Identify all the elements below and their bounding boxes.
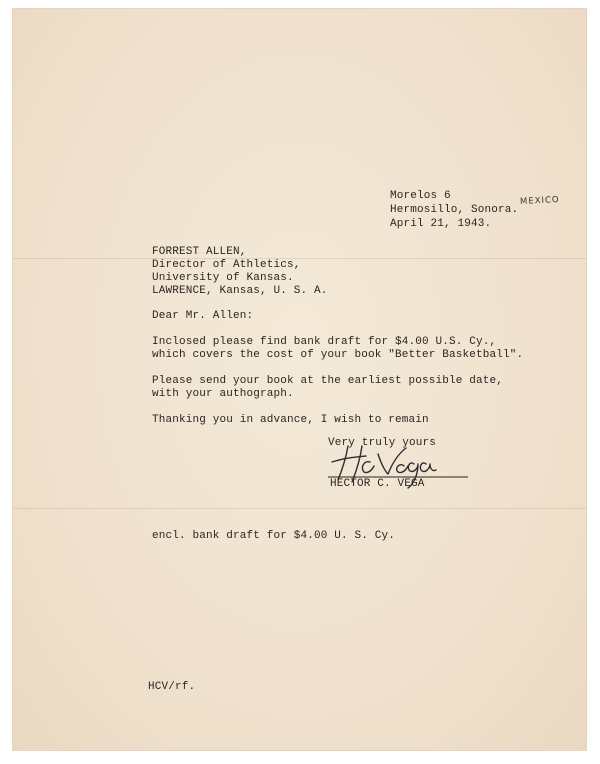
enclosure-note: encl. bank draft for $4.00 U. S. Cy.	[152, 530, 396, 542]
recipient-location: LAWRENCE, Kansas, U. S. A.	[152, 285, 328, 297]
body-paragraph-1-line-2: which covers the cost of your book "Better Basketball".	[152, 349, 524, 361]
body-paragraph-3: Thanking you in advance, I wish to remain	[152, 414, 429, 426]
recipient-title: Director of Athletics,	[152, 259, 301, 271]
address-line2: Hermosillo, Sonora.	[390, 204, 519, 216]
recipient-name: FORREST ALLEN,	[152, 246, 247, 258]
body-paragraph-2-line-2: with your authograph.	[152, 388, 294, 400]
handwritten-country: MEXICO	[519, 194, 560, 208]
typed-signature-name: HECTOR C. VEGA	[330, 478, 425, 490]
reference-initials: HCV/rf.	[148, 681, 196, 693]
paper-fold-line	[13, 508, 586, 509]
recipient-org: University of Kansas.	[152, 272, 294, 284]
address-line1: Morelos 6	[390, 190, 451, 202]
closing: Very truly yours	[328, 437, 437, 449]
letter-date: April 21, 1943.	[390, 218, 492, 230]
salutation: Dear Mr. Allen:	[152, 310, 254, 322]
body-paragraph-1-line-1: Inclosed please find bank draft for $4.00 U.S. Cy.,	[152, 336, 497, 348]
body-paragraph-2-line-1: Please send your book at the earliest possible date,	[152, 375, 504, 387]
